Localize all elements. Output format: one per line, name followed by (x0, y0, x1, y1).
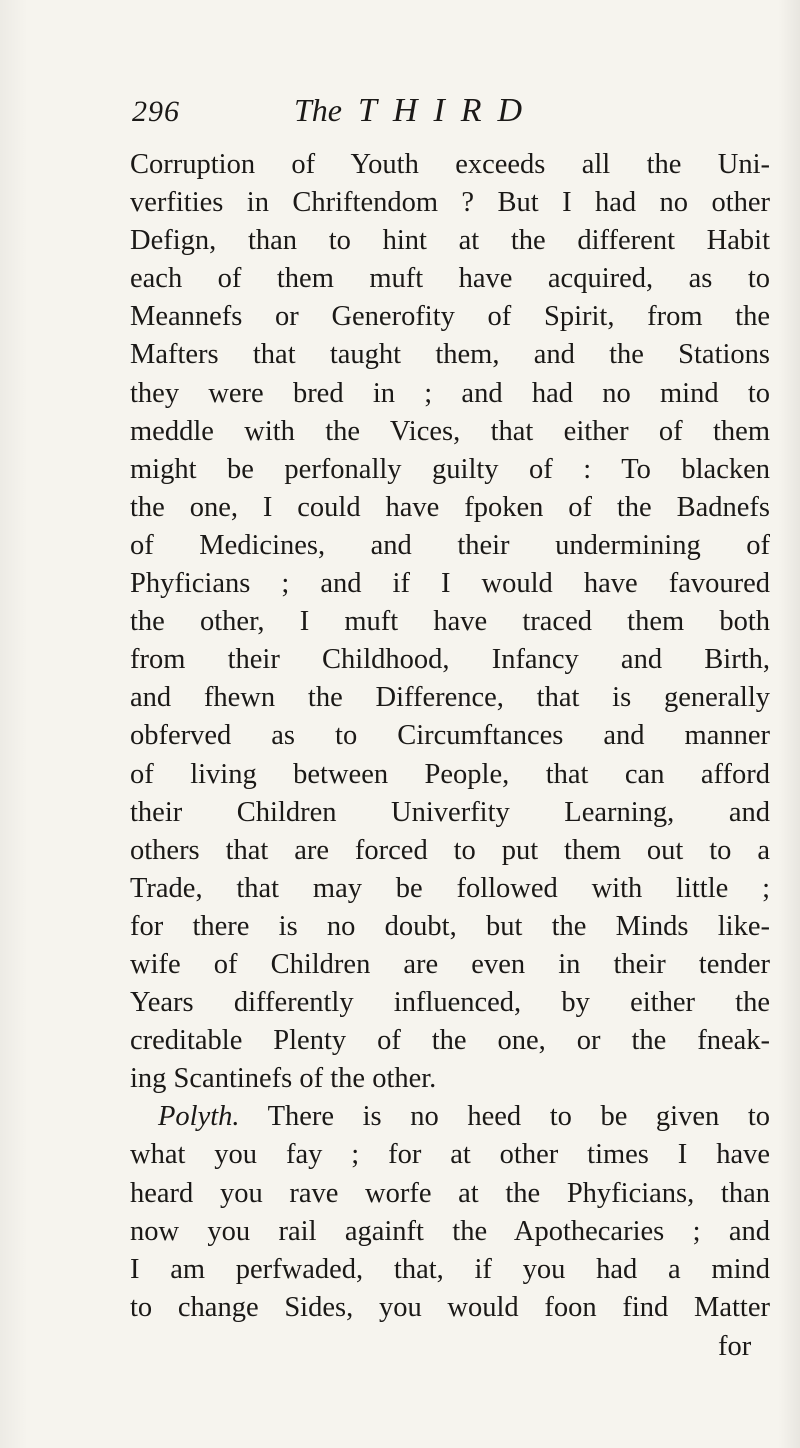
text-line: to change Sides, you would foon find Matter (130, 1291, 770, 1323)
text-line: Trade, that may be followed with little ; (130, 872, 770, 904)
text-line: meddle with the Vices, that either of them (130, 415, 770, 447)
text-line: Corruption of Youth exceeds all the Uni- (130, 149, 770, 180)
dialogue-text: There is no heed to be given to (267, 1101, 770, 1133)
body-text (130, 146, 770, 1327)
text-line: their Children Univerfity Learning, and (130, 796, 770, 828)
catchword: for (718, 1331, 752, 1362)
running-title-article: The (294, 92, 342, 128)
text-line: they were bred in ; and had no mind to (130, 377, 770, 409)
text-line: now you rail againft the Apothecaries ; and (130, 1215, 770, 1247)
text-line: verfities in Chriftendom ? But I had no other (130, 187, 770, 219)
text-line: what you fay ; for at other times I have (130, 1139, 770, 1171)
text-line: wife of Children are even in their tender (130, 948, 770, 980)
text-line: heard you rave worfe at the Phyficians, than (130, 1177, 770, 1209)
text-line: I am perfwaded, that, if you had a mind (130, 1253, 770, 1285)
text-line: Years differently influenced, by either the (130, 987, 770, 1019)
text-line: Mafters that taught them, and the Stations (130, 339, 770, 371)
running-title: THIRD (358, 92, 539, 129)
text-line: the one, I could have fpoken of the Badnefs (130, 491, 770, 523)
text-line: Meannefs or Generofity of Spirit, from the (130, 301, 770, 333)
text-line: and fhewn the Difference, that is generally (130, 682, 770, 714)
text-line: might be perfonally guilty of : To blacken (130, 453, 770, 485)
text-line: for there is no doubt, but the Minds like- (130, 910, 770, 942)
text-line: Defign, than to hint at the different Habit (130, 225, 770, 257)
text-line: of living between People, that can afford (130, 758, 770, 790)
page-number: 296 (132, 95, 180, 128)
text-line: obferved as to Circumftances and manner (130, 720, 770, 752)
running-header (132, 92, 538, 136)
text-line: each of them muft have acquired, as to (130, 263, 770, 295)
text-line: creditable Plenty of the one, or the fneak- (130, 1025, 770, 1057)
text-line: others that are forced to put them out to a (130, 834, 770, 866)
text-line: from their Childhood, Infancy and Birth, (130, 644, 770, 676)
text-line: Phyficians ; and if I would have favoured (130, 568, 770, 600)
text-line: ing Scantinefs of the other. (130, 1063, 437, 1095)
dialogue-first-line (130, 1098, 770, 1136)
text-line: the other, I muft have traced them both (130, 606, 770, 638)
text-line: of Medicines, and their undermining of (130, 529, 770, 561)
speaker-name: Polyth. (158, 1101, 240, 1133)
